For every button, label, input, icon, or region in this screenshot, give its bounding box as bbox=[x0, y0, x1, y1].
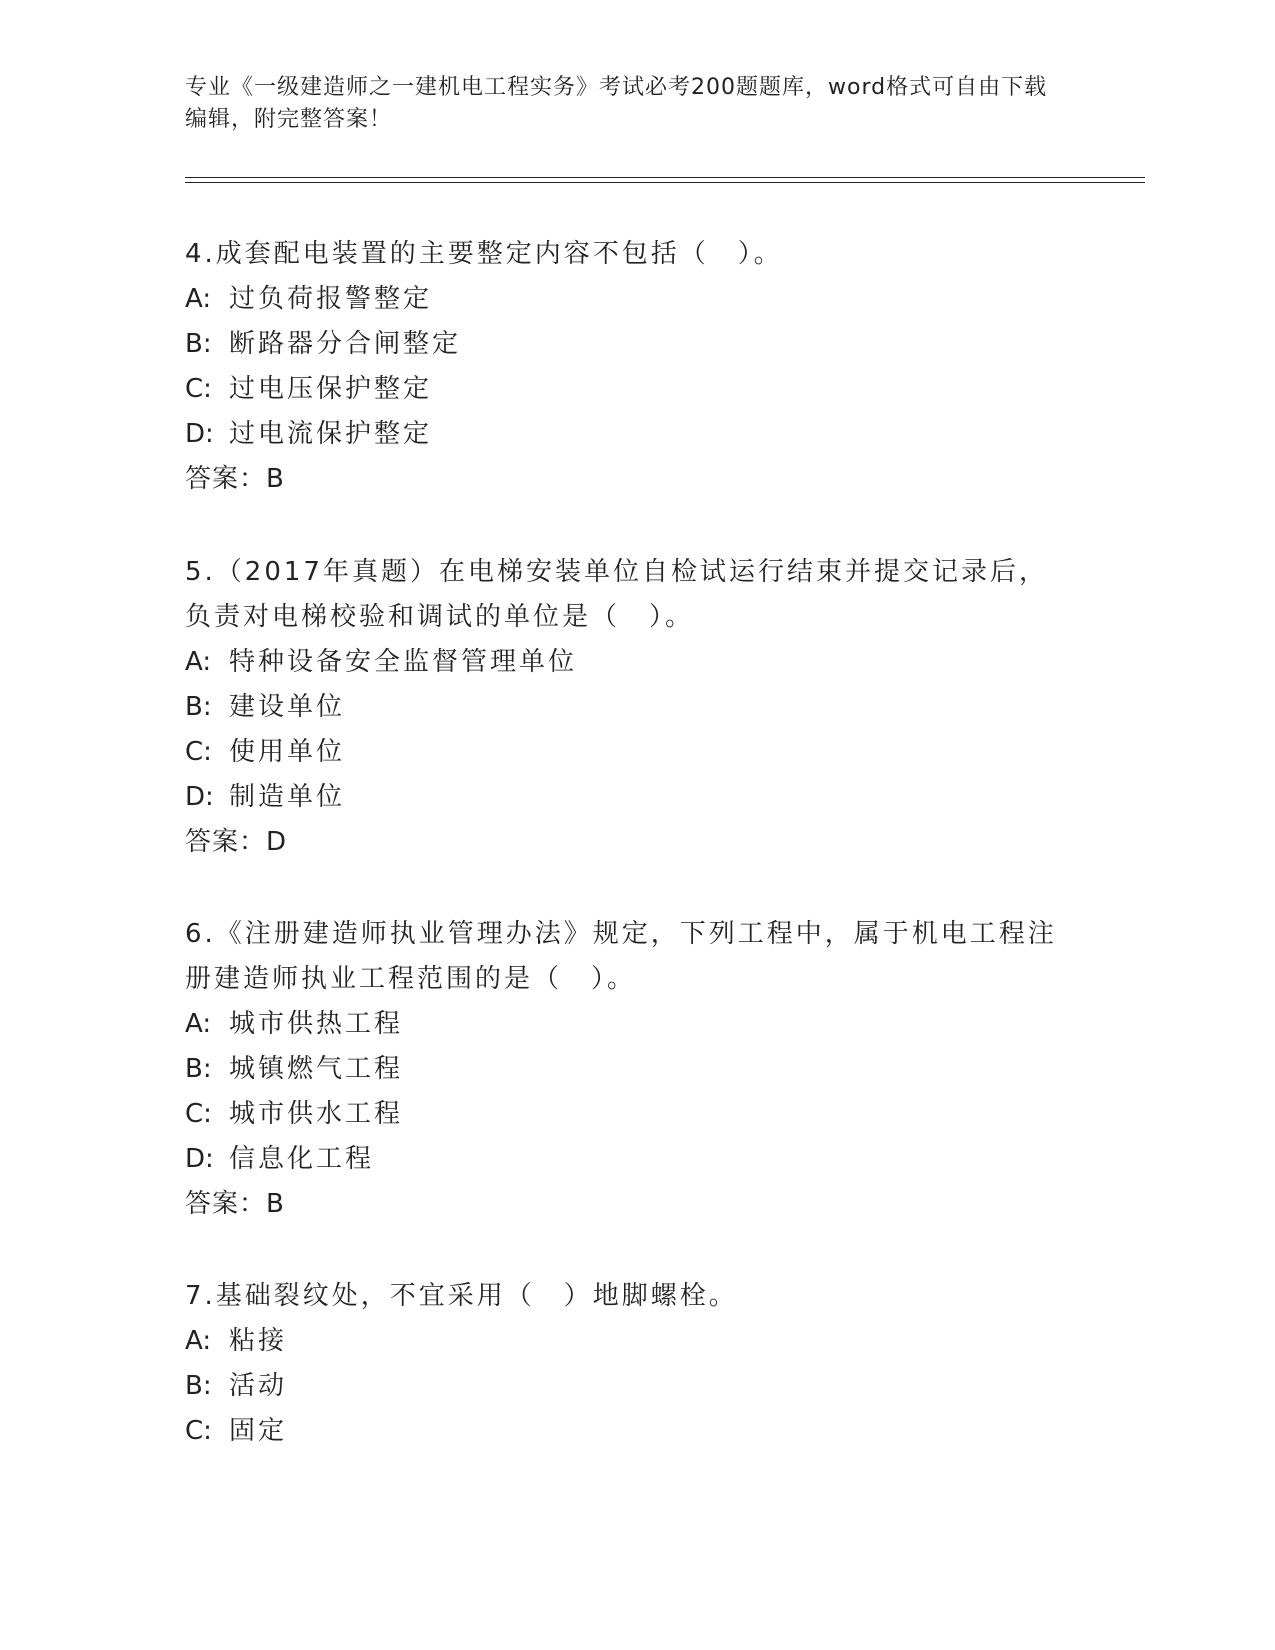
option-c bbox=[185, 1092, 1065, 1137]
option-text: 使用单位 bbox=[229, 737, 346, 767]
option-label: A: bbox=[185, 284, 212, 314]
question-4 bbox=[185, 232, 1065, 502]
question-stem: 6.《注册建造师执业管理办法》规定，下列工程中，属于机电工程注册建造师执业工程范围的是（ ）。 bbox=[185, 919, 1057, 994]
option-text: 过负荷报警整定 bbox=[229, 284, 433, 314]
option-b bbox=[185, 1364, 1065, 1409]
question-stem: 7.基础裂纹处，不宜采用（ ）地脚螺栓。 bbox=[185, 1281, 738, 1311]
option-label: C: bbox=[185, 1099, 212, 1129]
answer: 答案：B bbox=[185, 464, 285, 494]
option-text: 城镇燃气工程 bbox=[229, 1054, 404, 1084]
option-a bbox=[185, 277, 1065, 322]
option-a bbox=[185, 1002, 1065, 1047]
option-label: C: bbox=[185, 374, 212, 404]
question-5 bbox=[185, 550, 1065, 865]
header-divider-bottom bbox=[185, 182, 1145, 183]
option-text: 过电压保护整定 bbox=[229, 374, 433, 404]
document-intro: 专业《一级建造师之一建机电工程实务》考试必考200题题库，word格式可自由下载编辑，附完整答案！ bbox=[185, 75, 1048, 132]
header-divider-top bbox=[185, 177, 1145, 178]
option-label: B: bbox=[185, 329, 212, 359]
option-label: A: bbox=[185, 647, 212, 677]
option-label: B: bbox=[185, 692, 212, 722]
option-c bbox=[185, 730, 1065, 775]
option-label: A: bbox=[185, 1009, 212, 1039]
option-text: 建设单位 bbox=[229, 692, 346, 722]
question-7 bbox=[185, 1274, 1065, 1454]
option-label: A: bbox=[185, 1326, 212, 1356]
option-b bbox=[185, 685, 1065, 730]
option-text: 活动 bbox=[229, 1371, 288, 1401]
option-text: 特种设备安全监督管理单位 bbox=[229, 647, 578, 677]
option-b bbox=[185, 322, 1065, 367]
answer: 答案：D bbox=[185, 827, 288, 857]
option-text: 信息化工程 bbox=[229, 1144, 375, 1174]
option-a bbox=[185, 1319, 1065, 1364]
question-stem: 4.成套配电装置的主要整定内容不包括（ ）。 bbox=[185, 239, 783, 269]
option-label: D: bbox=[185, 419, 214, 449]
option-label: D: bbox=[185, 782, 214, 812]
option-text: 断路器分合闸整定 bbox=[229, 329, 462, 359]
option-text: 制造单位 bbox=[229, 782, 346, 812]
option-d bbox=[185, 775, 1065, 820]
option-a bbox=[185, 640, 1065, 685]
option-label: B: bbox=[185, 1054, 212, 1084]
option-text: 固定 bbox=[229, 1416, 288, 1446]
option-label: B: bbox=[185, 1371, 212, 1401]
option-label: C: bbox=[185, 1416, 212, 1446]
question-stem: 5.（2017年真题）在电梯安装单位自检试运行结束并提交记录后，负责对电梯校验和调试的单位是（ ）。 bbox=[185, 557, 1048, 632]
option-label: C: bbox=[185, 737, 212, 767]
option-text: 粘接 bbox=[229, 1326, 288, 1356]
answer: 答案：B bbox=[185, 1189, 285, 1219]
option-text: 过电流保护整定 bbox=[229, 419, 433, 449]
option-text: 城市供热工程 bbox=[229, 1009, 404, 1039]
option-text: 城市供水工程 bbox=[229, 1099, 404, 1129]
option-label: D: bbox=[185, 1144, 214, 1174]
option-c bbox=[185, 1409, 1065, 1454]
option-b bbox=[185, 1047, 1065, 1092]
option-c bbox=[185, 367, 1065, 412]
question-6 bbox=[185, 912, 1065, 1227]
option-d bbox=[185, 1137, 1065, 1182]
option-d bbox=[185, 412, 1065, 457]
